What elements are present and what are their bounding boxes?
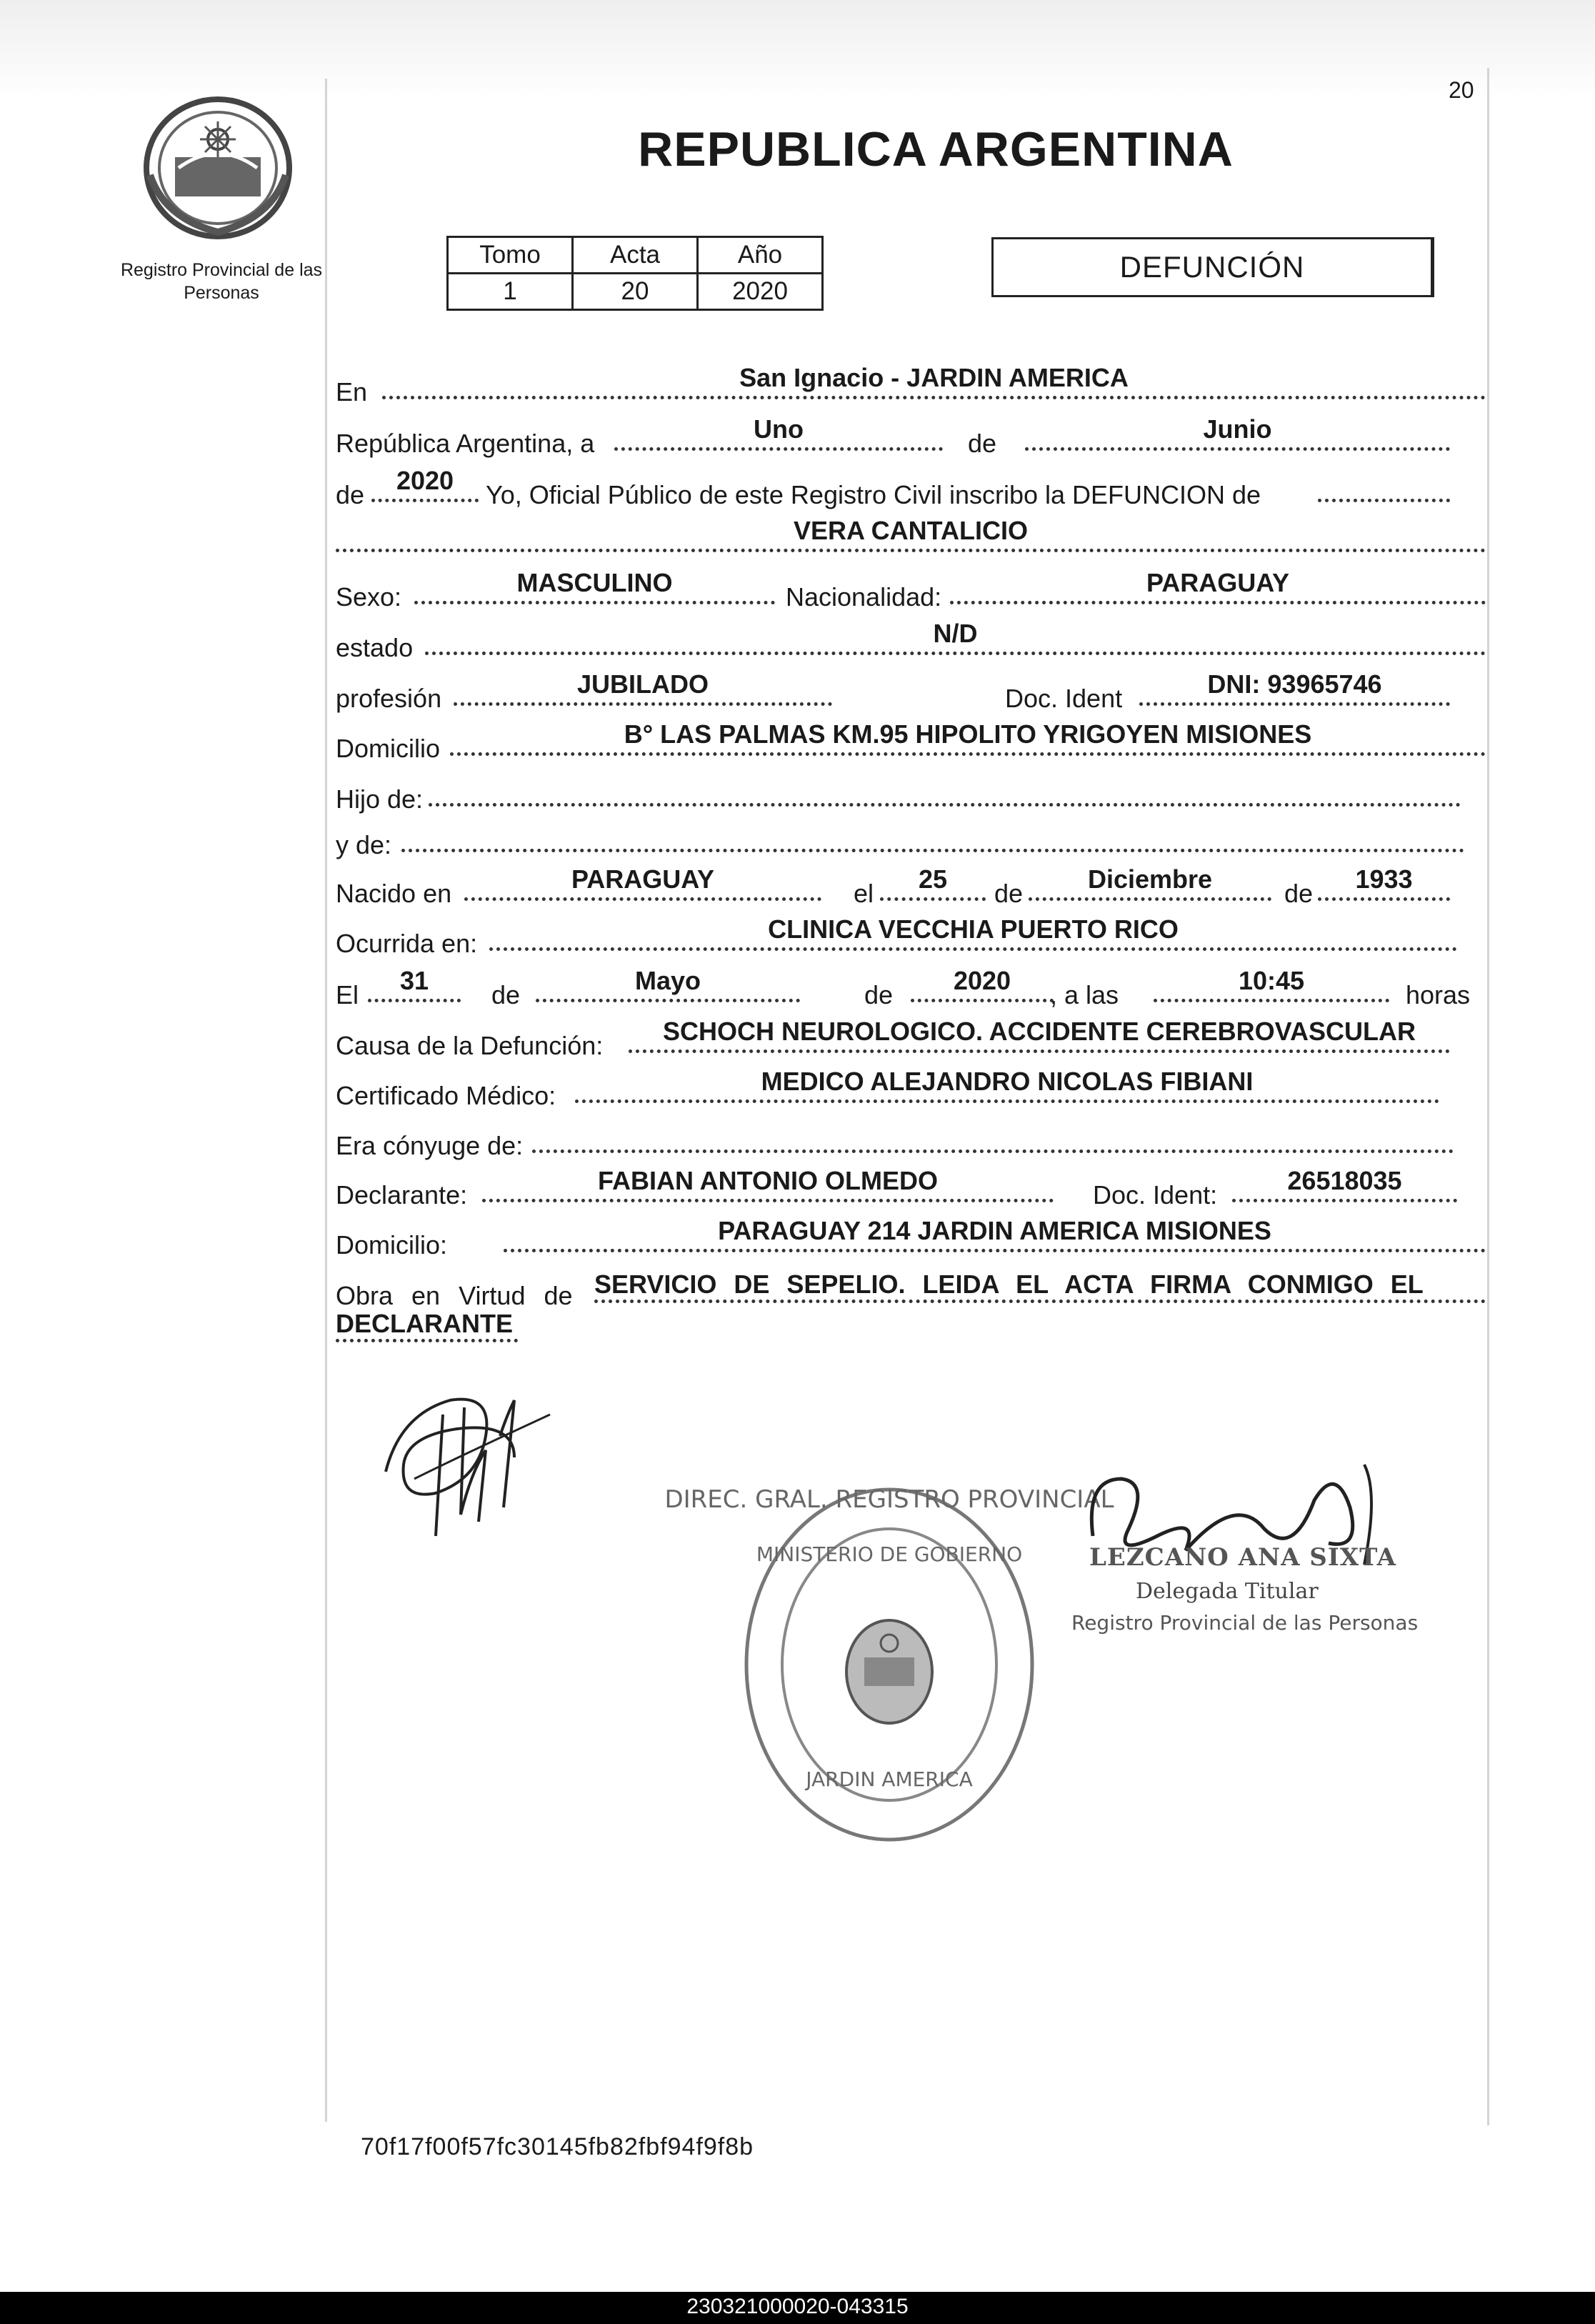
birth-day-value: 25 xyxy=(918,864,948,894)
registrar-office: Registro Provincial de las Personas xyxy=(1071,1611,1419,1635)
profession-row xyxy=(336,669,1450,712)
anio-value: 2020 xyxy=(698,274,823,310)
birth-month-value: Diciembre xyxy=(1087,864,1213,894)
basis-cont-value: DECLARANTE xyxy=(336,1309,513,1338)
declarante-label: Declarante: xyxy=(336,1180,468,1210)
physician-value: MEDICO ALEJANDRO NICOLAS FIBIANI xyxy=(761,1067,1254,1096)
basis-value: SERVICIO DE SEPELIO. LEIDA EL ACTA FIRMA CONMIGO EL xyxy=(594,1270,1424,1299)
mother-row xyxy=(336,816,1464,859)
obra-label: Obra en Virtud de xyxy=(336,1281,573,1310)
deceased-name-value: VERA CANTALICIO xyxy=(794,516,1028,545)
declarant-address-value: PARAGUAY 214 JARDIN AMERICA MISIONES xyxy=(718,1216,1271,1245)
basis-row xyxy=(336,1267,1486,1310)
scan-shadow xyxy=(0,0,1595,100)
registrar-name: LEZCANO ANA SIXTA xyxy=(1089,1543,1396,1572)
death-month-value: Mayo xyxy=(634,966,701,995)
birth-row xyxy=(336,864,1450,907)
oficial-text: Yo, Oficial Público de este Registro Civil inscribo la DEFUNCION de xyxy=(486,480,1261,509)
margin-line-right xyxy=(1487,68,1489,2125)
en-label: En xyxy=(336,377,368,407)
dotted-line xyxy=(1318,466,1450,502)
deceased-name-row xyxy=(336,516,1486,559)
declarant-value: FABIAN ANTONIO OLMEDO xyxy=(598,1166,938,1195)
estado-label: estado xyxy=(336,633,414,662)
profession-value: JUBILADO xyxy=(576,669,709,699)
acta-header: Acta xyxy=(573,237,698,274)
cause-value: SCHOCH NEUROLOGICO. ACCIDENTE CEREBROVASCULAR xyxy=(662,1017,1416,1046)
nacionalidad-label: Nacionalidad: xyxy=(786,582,942,612)
death-year-value: 2020 xyxy=(953,966,1011,995)
declarant-row xyxy=(336,1166,1457,1209)
sexo-label: Sexo: xyxy=(336,582,402,612)
document-title: REPUBLICA ARGENTINA xyxy=(638,122,1234,176)
death-place-row xyxy=(336,914,1457,957)
page-number: 20 xyxy=(1449,77,1474,103)
stamp-inner-text: MINISTERIO DE GOBIERNO xyxy=(756,1542,1023,1566)
address-value: B° LAS PALMAS KM.95 HIPOLITO YRIGOYEN MISIONES xyxy=(624,719,1312,749)
declarant-doc-value: 26518035 xyxy=(1287,1166,1402,1195)
horas-label: horas xyxy=(1406,980,1471,1009)
month-value: Junio xyxy=(1203,414,1272,444)
margin-line xyxy=(325,79,327,2122)
tomo-value: 1 xyxy=(448,274,573,310)
certificado-label: Certificado Médico: xyxy=(336,1081,556,1110)
birth-year-value: 1933 xyxy=(1355,864,1413,894)
ocurrida-en-label: Ocurrida en: xyxy=(336,929,478,958)
date-row xyxy=(336,414,1450,457)
footer-code: 230321000020-043315 xyxy=(686,2295,909,2318)
de-label: de xyxy=(491,980,521,1009)
father-row xyxy=(336,770,1461,813)
declarant-address-row xyxy=(336,1216,1486,1259)
day-value: Uno xyxy=(754,414,804,444)
doc-ident-label: Doc. Ident xyxy=(1005,684,1123,713)
hijo-de-label: Hijo de: xyxy=(336,784,424,814)
acta-value: 20 xyxy=(573,274,698,310)
stamp-office-text: JARDIN AMERICA xyxy=(806,1767,973,1791)
sex-value: MASCULINO xyxy=(516,568,673,597)
domicilio-label: Domicilio xyxy=(336,734,441,763)
de-label: de xyxy=(1284,879,1314,908)
place-value: San Ignacio - JARDIN AMERICA xyxy=(739,363,1129,392)
dotted-line xyxy=(401,816,1464,852)
de-label: de xyxy=(864,980,894,1009)
registry-caption: Registro Provincial de las Personas xyxy=(120,260,323,303)
death-time-value: 10:45 xyxy=(1238,966,1305,995)
tomo-header: Tomo xyxy=(448,237,573,274)
de-label: de xyxy=(336,480,365,509)
document-value: DNI: 93965746 xyxy=(1207,669,1382,699)
el-label: El xyxy=(336,980,359,1009)
conyuge-label: Era cónyuge de: xyxy=(336,1131,524,1160)
death-place-value: CLINICA VECCHIA PUERTO RICO xyxy=(768,914,1179,944)
physician-row xyxy=(336,1067,1439,1109)
cause-row xyxy=(336,1017,1450,1059)
declarant-signature xyxy=(371,1372,564,1557)
dotted-line xyxy=(429,770,1461,807)
spouse-row xyxy=(336,1117,1454,1159)
registrar-role: Delegada Titular xyxy=(1136,1579,1319,1604)
document-type-box: DEFUNCIÓN xyxy=(991,237,1434,297)
birth-place-value: PARAGUAY xyxy=(571,864,715,894)
de-label: de xyxy=(994,879,1024,908)
official-stamp xyxy=(664,1479,1114,1850)
civil-status-row xyxy=(336,619,1486,662)
causa-label: Causa de la Defunción: xyxy=(336,1031,604,1060)
doc-ident-label: Doc. Ident: xyxy=(1093,1180,1218,1210)
address-row xyxy=(336,719,1486,762)
civil-status-value: N/D xyxy=(933,619,978,648)
dotted-line xyxy=(532,1117,1454,1153)
stamp-ring-text: DIREC. GRAL. REGISTRO PROVINCIAL xyxy=(664,1485,1114,1514)
place-row xyxy=(336,363,1486,406)
anio-header: Año xyxy=(698,237,823,274)
el-label: el xyxy=(854,879,874,908)
de-label: de xyxy=(968,429,997,458)
reference-table xyxy=(446,236,824,311)
basis-row-cont xyxy=(336,1306,521,1349)
death-date-row xyxy=(336,966,1486,1009)
a-las-label: , a las xyxy=(1050,980,1119,1009)
sex-nationality-row xyxy=(336,568,1486,611)
death-day-value: 31 xyxy=(399,966,429,995)
republica-label: República Argentina, a xyxy=(336,429,595,458)
year-value: 2020 xyxy=(396,466,454,495)
nationality-value: PARAGUAY xyxy=(1146,568,1290,597)
domicilio-label: Domicilio: xyxy=(336,1230,448,1260)
profesion-label: profesión xyxy=(336,684,442,713)
year-row xyxy=(336,466,1450,509)
document-hash: 70f17f00f57fc30145fb82fbf94f9f8b xyxy=(361,2133,754,2160)
provincial-seal-logo xyxy=(136,89,300,246)
y-de-label: y de: xyxy=(336,830,392,859)
nacido-en-label: Nacido en xyxy=(336,879,452,908)
